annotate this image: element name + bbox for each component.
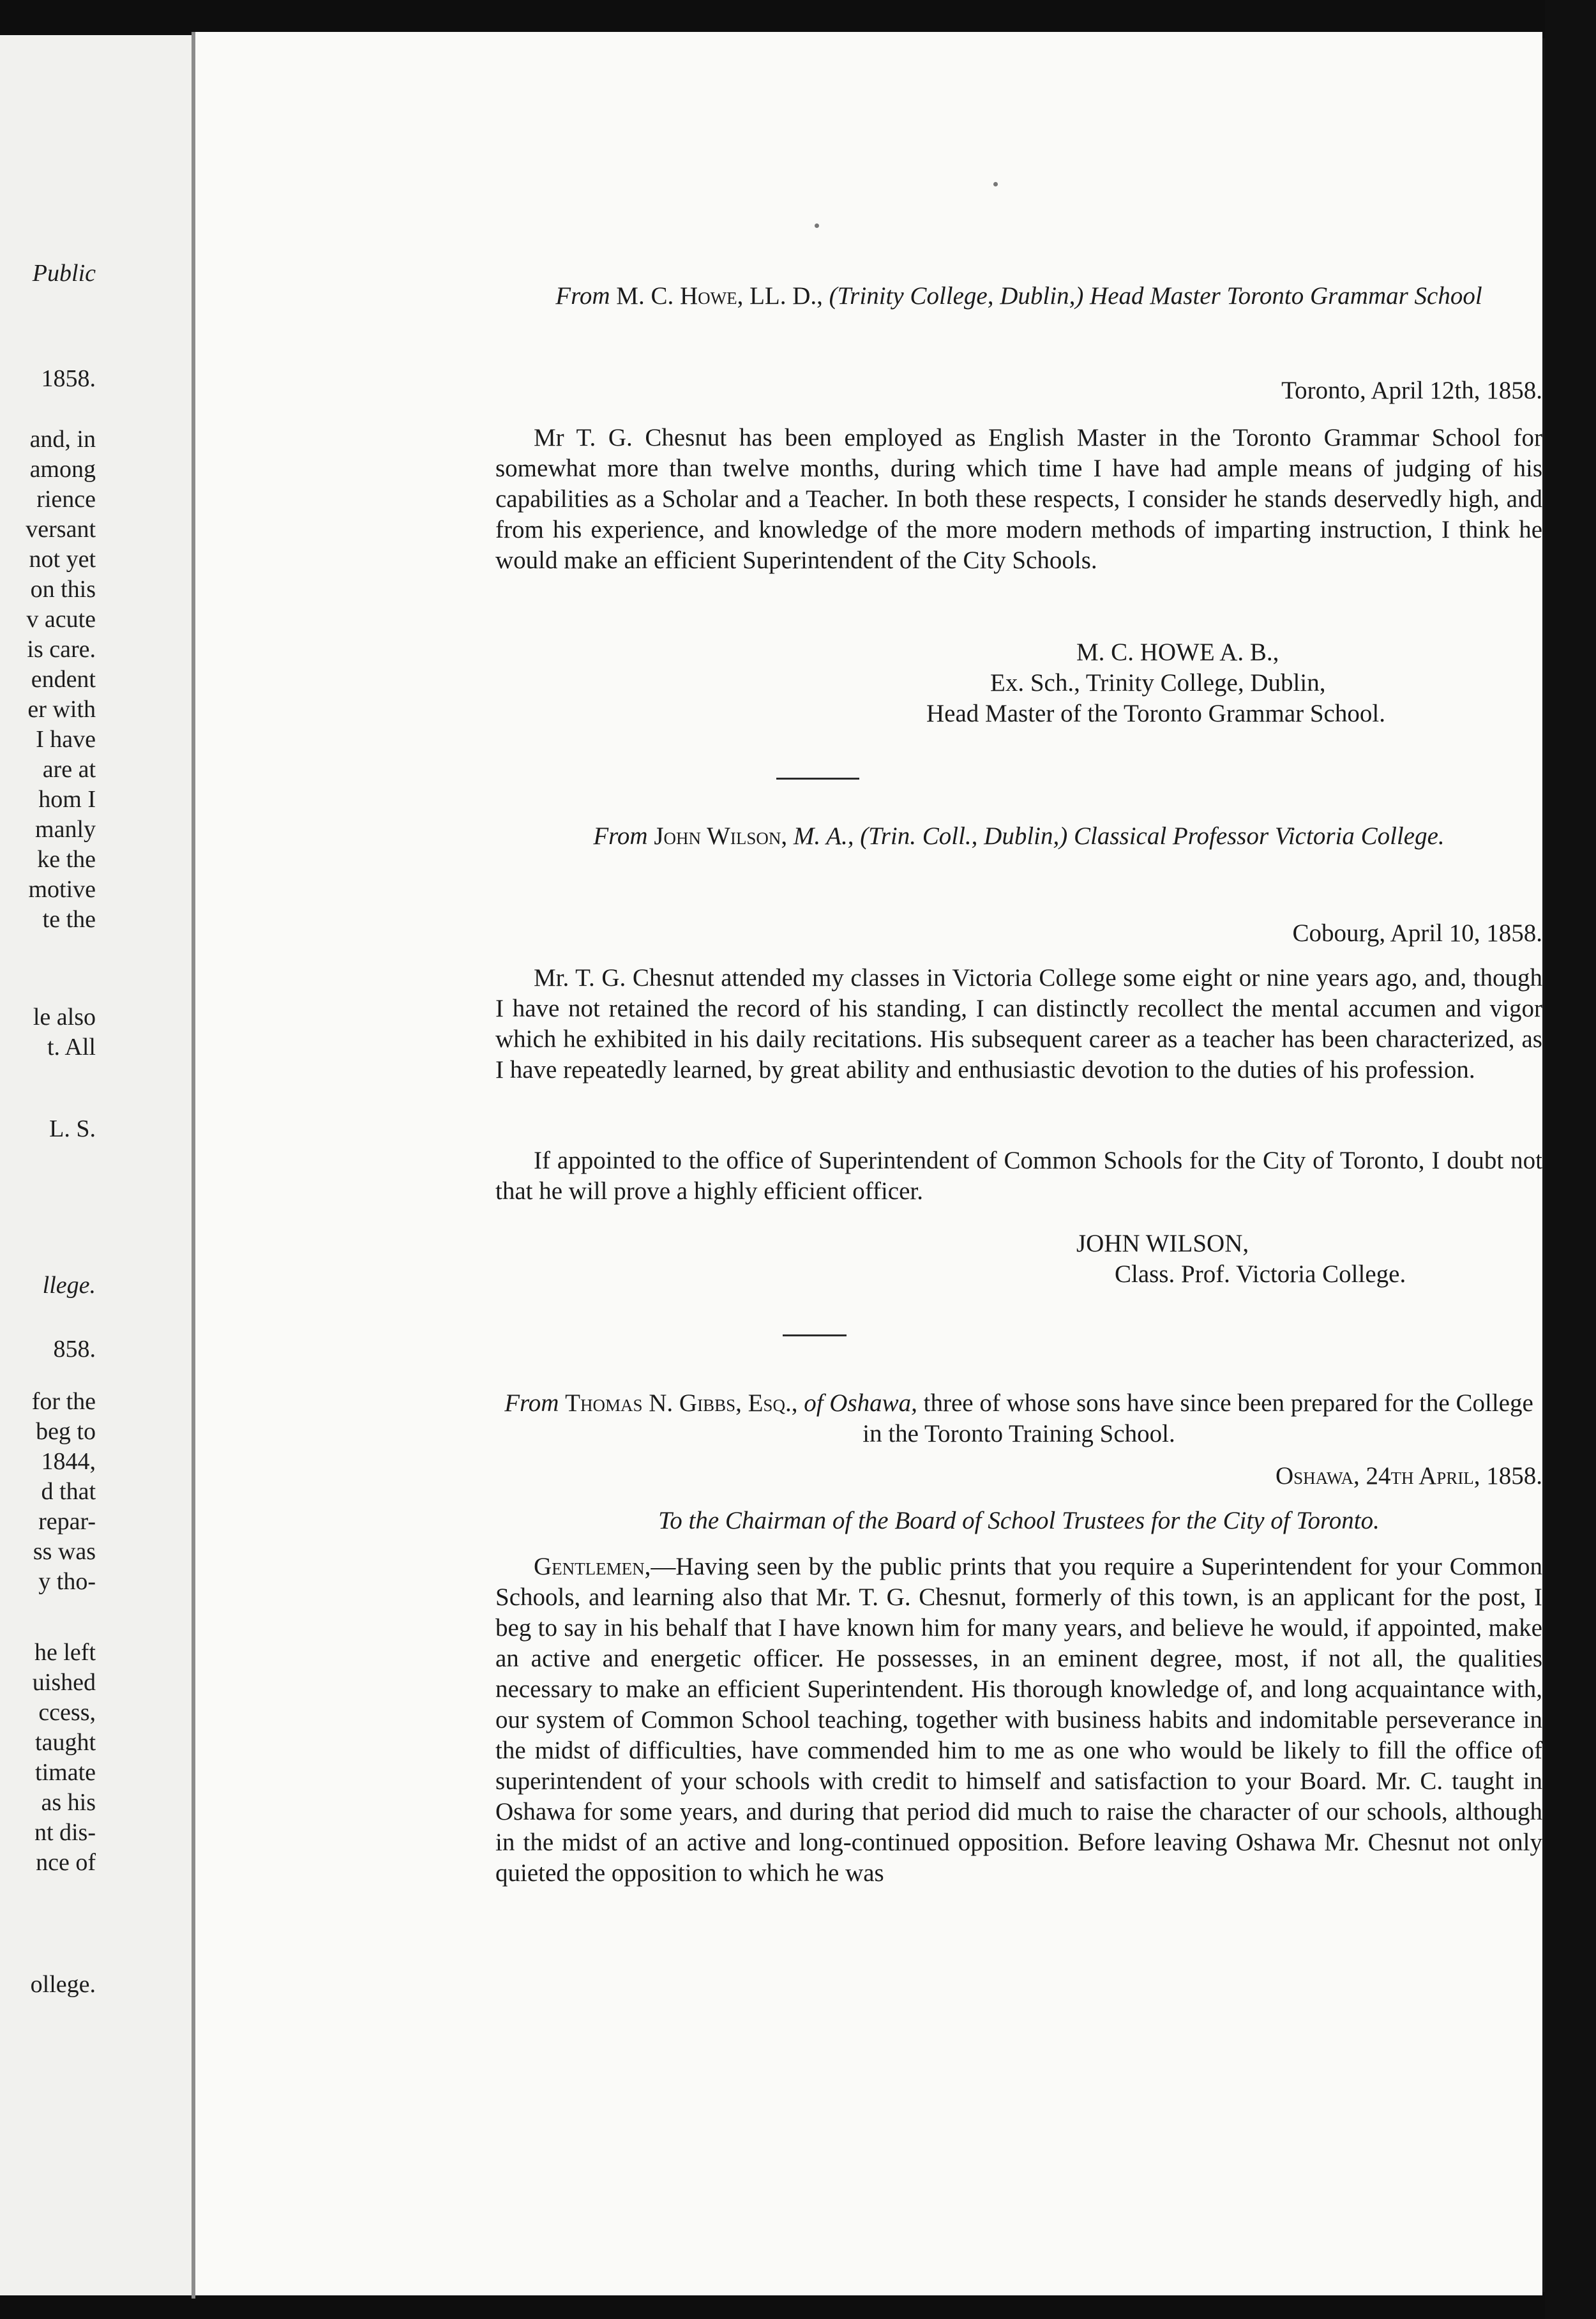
left-line: ccess, — [38, 1699, 96, 1726]
letter2-heading-name: John Wilson, — [654, 822, 788, 850]
letter3-salutation-text: To the Chairman of the Board of School Trustees for the City of Toronto. — [658, 1507, 1380, 1534]
left-page-column — [0, 1002, 96, 1062]
scan-edge-right — [1545, 0, 1596, 2319]
left-line: 1844, — [41, 1448, 96, 1475]
left-line: as his — [41, 1789, 96, 1816]
left-page-column — [0, 1970, 96, 2000]
left-line: repar- — [38, 1508, 96, 1535]
left-line: y tho- — [38, 1568, 96, 1595]
left-line: among — [29, 456, 96, 483]
left-line: rience — [36, 486, 96, 513]
left-line: ollege. — [30, 1971, 96, 1998]
left-line: te the — [42, 906, 96, 933]
previous-page-edge — [0, 35, 192, 2295]
left-page-column — [0, 1114, 96, 1144]
scan-edge-bottom — [0, 2292, 1596, 2319]
left-page-column — [0, 1334, 96, 1364]
left-page-column — [0, 425, 96, 935]
left-line: I have — [36, 726, 96, 753]
letter2-body — [495, 1145, 1542, 1207]
left-line: endent — [31, 666, 96, 693]
letter3-greeting: Gentlemen, — [534, 1553, 651, 1580]
letter1-heading-name: M. C. Howe, LL. D., — [616, 282, 823, 310]
letter3-heading-place: of Oshawa, — [804, 1389, 917, 1417]
letter3-body — [495, 1552, 1542, 1889]
letter3-heading-from: From — [504, 1389, 559, 1417]
letter2-body-text: Mr. T. G. Chesnut attended my classes in Victoria College some eight or nine years ago, and, though I have not retained the record of his standing, I can distinctly recollect the mental accumen and vigor which he exhibited in his daily recitations. His subsequent career as a teacher has been characterized, as I have repeatedly learned, by great ability and enthusiastic devotion to the duties of his profession. — [495, 964, 1542, 1084]
letter3-dateline-text: Oshawa, 24th April, 1858. — [1275, 1462, 1542, 1490]
left-line: beg to — [36, 1418, 96, 1445]
letter1-signature — [795, 668, 1498, 729]
left-line: are at — [42, 756, 96, 783]
left-line: t. All — [47, 1034, 96, 1061]
left-line: nce of — [36, 1849, 96, 1876]
left-line: timate — [35, 1759, 96, 1786]
letter2-dateline — [495, 918, 1549, 949]
letter2-heading — [495, 821, 1542, 852]
left-line: uished — [32, 1669, 96, 1696]
letter1-signature — [878, 637, 1491, 668]
document-page — [195, 32, 1542, 2295]
left-line: 1858. — [41, 365, 96, 392]
left-line: er with — [27, 696, 96, 723]
letter1-dateline-text: Toronto, April 12th, 1858. — [1281, 377, 1542, 404]
letter3-heading-name: Thomas N. Gibbs, Esq., — [565, 1389, 798, 1417]
letter1-heading-rest: (Trinity College, Dublin,) Head Master Toronto Grammar School — [829, 282, 1482, 310]
left-line: llege. — [42, 1272, 96, 1299]
letter2-heading-rest: M. A., (Trin. Coll., Dublin,) Classical Professor Victoria College. — [793, 822, 1445, 850]
left-line: motive — [28, 876, 96, 903]
section-divider — [776, 778, 859, 780]
letter1-signature-line: Head Master of the Toronto Grammar School. — [926, 700, 1385, 727]
letter2-signature — [904, 1228, 1479, 1290]
letter3-heading — [495, 1388, 1542, 1449]
letter1-heading-from: From — [555, 282, 610, 310]
left-line: is care. — [27, 636, 96, 663]
letter2-signature-line: JOHN WILSON, — [1076, 1230, 1249, 1257]
left-line: ke the — [37, 846, 96, 873]
left-page-column — [0, 259, 96, 289]
ink-speck — [815, 223, 819, 228]
letter3-body-text: —Having seen by the public prints that you require a Superintendent for your Common Schools, and learning also that Mr. T. G. Chesnut, formerly of this town, is an applicant for the post, I beg to say in his behalf that I have known him for many years, and believe he would, if appointed, make an active and energetic officer. He possesses, in an eminent degree, most, if not all, the qualities necessary to make an efficient Superintendent. His thorough knowledge of, and long acquaintance with, our system of Common School teaching, together with business habits and indomitable perseverance in the midst of difficulties, have commended him to me as one who would be likely to fill the office of superintendent of your schools with credit to himself and satisfaction to your Board. Mr. C. taught in Oshawa for some years, and during that period did much to raise the character of our schools, although in the midst of an active and long-continued opposition. Before leaving Oshawa Mr. Chesnut not only quieted the opposition to which he was — [495, 1553, 1542, 1887]
left-line: v acute — [26, 606, 96, 633]
left-page-column — [0, 1271, 96, 1301]
left-line: taught — [35, 1729, 96, 1756]
letter3-salutation — [495, 1506, 1542, 1536]
letter1-dateline — [495, 375, 1549, 406]
letter1-body-text: Mr T. G. Chesnut has been employed as English Master in the Toronto Grammar School for somewhat more than twelve months, during which time I have had ample means of judging of his capabilities as a Scholar and a Teacher. In both these respects, I consider he stands deservedly high, and from his experience, and knowledge of the more modern methods of imparting instruction, I think he would make an efficient Superintendent of the City Schools. — [495, 424, 1542, 574]
left-line: le also — [33, 1004, 96, 1031]
letter2-signature-line: Class. Prof. Victoria College. — [1115, 1260, 1406, 1288]
letter2-body — [495, 963, 1542, 1085]
left-line: ss was — [33, 1538, 96, 1565]
left-line: he left — [34, 1639, 96, 1666]
left-line: nt dis- — [34, 1819, 96, 1846]
letter1-signature-line: Ex. Sch., Trinity College, Dublin, — [990, 669, 1326, 697]
letter1-heading — [495, 281, 1542, 312]
left-page-column — [0, 1638, 96, 1878]
left-line: L. S. — [49, 1115, 96, 1142]
letter3-dateline — [495, 1461, 1549, 1492]
left-line: d that — [41, 1478, 96, 1505]
left-line: on this — [30, 576, 96, 603]
letter1-body — [495, 423, 1542, 576]
letter3-heading-rest: three of whose sons have since been prepared for the College in the Toronto Training School. — [862, 1389, 1533, 1447]
letter1-signature-line: M. C. HOWE A. B., — [1076, 638, 1279, 666]
left-line: 858. — [53, 1336, 96, 1363]
left-line: and, in — [29, 426, 96, 453]
left-line: Public — [32, 260, 96, 287]
left-line: not yet — [29, 546, 96, 573]
letter2-body-text: If appointed to the office of Superintendent of Common Schools for the City of Toronto, I doubt not that he will prove a highly efficient officer. — [495, 1147, 1542, 1205]
letter2-heading-from: From — [593, 822, 648, 850]
left-page-column — [0, 1387, 96, 1597]
ink-speck — [993, 182, 998, 186]
left-line: hom I — [38, 786, 96, 813]
left-line: versant — [26, 516, 96, 543]
letter2-dateline-text: Cobourg, April 10, 1858. — [1292, 919, 1542, 947]
left-line: for the — [31, 1388, 96, 1415]
section-divider — [783, 1334, 847, 1336]
left-line: manly — [35, 816, 96, 843]
left-page-column — [0, 364, 96, 394]
